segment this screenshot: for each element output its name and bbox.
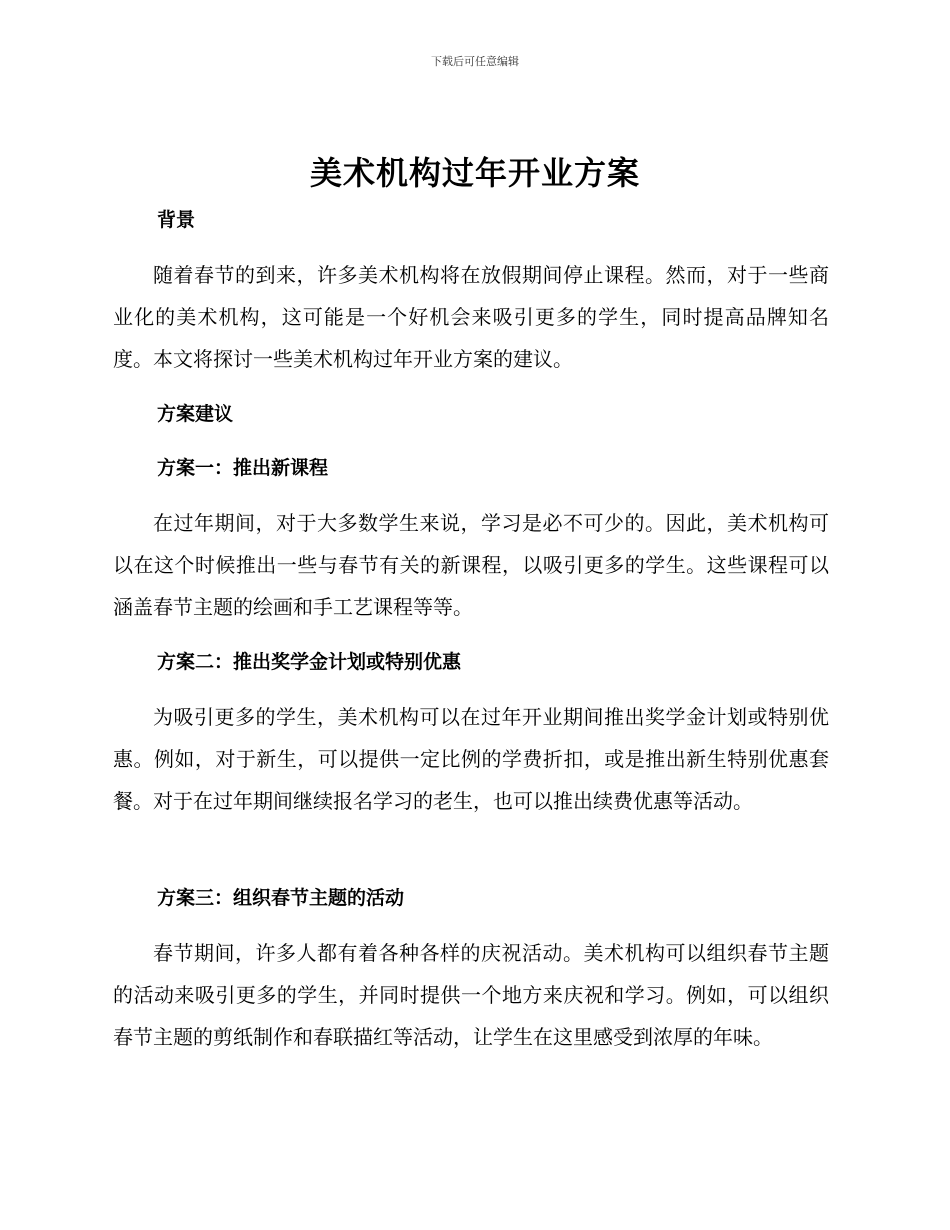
section-paragraph-plan-2: 为吸引更多的学生，美术机构可以在过年开业期间推出奖学金计划或特别优惠。例如，对于新生，可以提供一定比例的学费折扣，或是推出新生特别优惠套餐。对于在过年期间继续报名学习的老生，也可以推出续费优惠等活动。: [113, 705, 829, 813]
section-heading-plan-3: 方案三：组织春节主题的活动: [157, 887, 405, 909]
section-heading-proposals: 方案建议: [157, 403, 234, 425]
section-heading-plan-2: 方案二：推出奖学金计划或特别优惠: [157, 651, 462, 673]
page-header-note: 下载后可任意编辑: [431, 55, 519, 68]
section-paragraph-background: 随着春节的到来，许多美术机构将在放假期间停止课程。然而，对于一些商业化的美术机构，这可能是一个好机会来吸引更多的学生，同时提高品牌知名度。本文将探讨一些美术机构过年开业方案的建议。: [113, 263, 829, 371]
section-heading-background: 背景: [157, 209, 196, 231]
document-title: 美术机构过年开业方案: [309, 154, 640, 192]
section-heading-plan-1: 方案一：推出新课程: [157, 457, 329, 479]
section-paragraph-plan-1: 在过年期间，对于大多数学生来说，学习是必不可少的。因此，美术机构可以在这个时候推出一些与春节有关的新课程，以吸引更多的学生。这些课程可以涵盖春节主题的绘画和手工艺课程等等。: [113, 511, 829, 619]
section-paragraph-plan-3: 春节期间，许多人都有着各种各样的庆祝活动。美术机构可以组织春节主题的活动来吸引更多的学生，并同时提供一个地方来庆祝和学习。例如，可以组织春节主题的剪纸制作和春联描红等活动，让学生在这里感受到浓厚的年味。: [113, 941, 829, 1049]
